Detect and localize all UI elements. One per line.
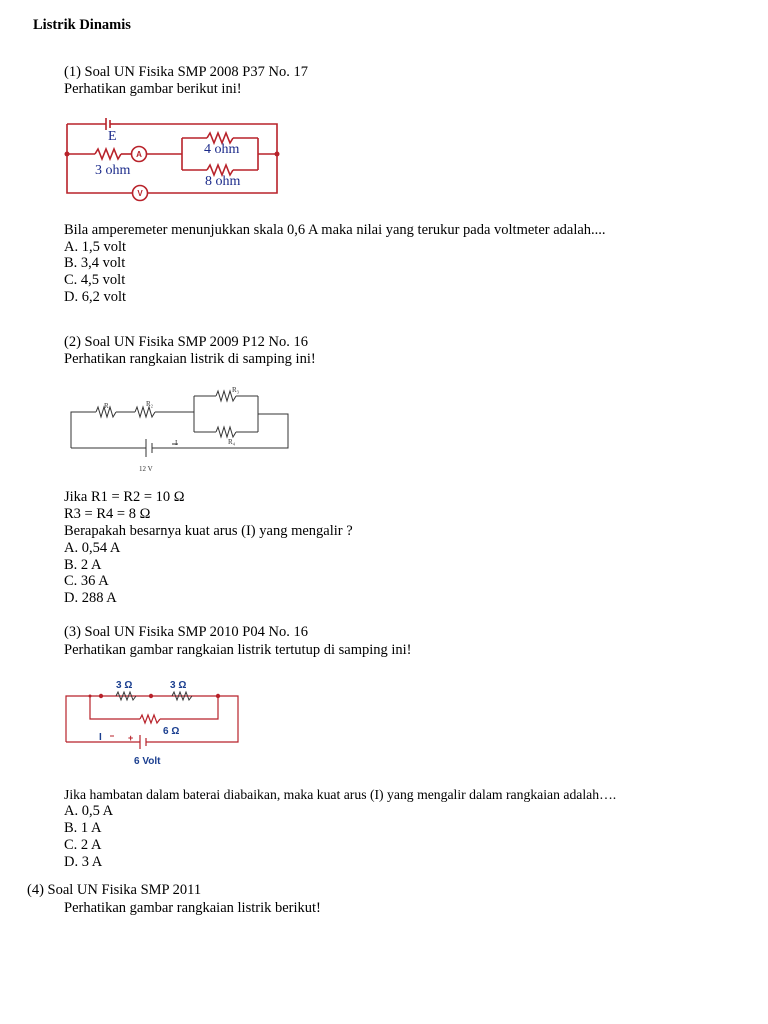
- q1-label-r1: 3 ohm: [95, 163, 131, 178]
- q2-option-b: B. 2 A: [64, 557, 102, 573]
- q1-label-r3: 8 ohm: [205, 174, 241, 189]
- q1-option-b: B. 3,4 volt: [64, 255, 126, 271]
- voltmeter-icon: V: [137, 189, 143, 198]
- q3-label-v: 6 Volt: [134, 756, 161, 767]
- q2-label-i: I: [175, 439, 178, 447]
- q1-option-c: C. 4,5 volt: [64, 272, 126, 288]
- q2-label-r2: R₂: [146, 400, 154, 408]
- q1-question: Bila amperemeter menunjukkan skala 0,6 A maka nilai yang terukur pada voltmeter adalah....: [64, 222, 606, 238]
- q2-instruction: Perhatikan rangkaian listrik di samping ini!: [64, 351, 316, 367]
- battery-plus-icon: +: [128, 733, 134, 743]
- ammeter-icon: A: [136, 150, 142, 159]
- q1-label-r2: 4 ohm: [204, 142, 240, 157]
- document-title: Listrik Dinamis: [33, 17, 131, 33]
- q3-label-i: I: [99, 732, 102, 743]
- q3-option-b: B. 1 A: [64, 820, 102, 836]
- q3-option-a: A. 0,5 A: [64, 803, 114, 819]
- q4-heading: (4) Soal UN Fisika SMP 2011: [27, 882, 202, 898]
- q1-option-a: A. 1,5 volt: [64, 239, 127, 255]
- q2-given-2: R3 = R4 = 8 Ω: [64, 506, 151, 522]
- q2-label-r1: R₁: [104, 402, 112, 410]
- q1-label-e: E: [108, 129, 117, 144]
- q1-option-d: D. 6,2 volt: [64, 289, 127, 305]
- q3-question: Jika hambatan dalam baterai diabaikan, maka kuat arus (I) yang mengalir dalam rangkaian adalah….: [64, 787, 617, 802]
- q2-heading: (2) Soal UN Fisika SMP 2009 P12 No. 16: [64, 334, 308, 350]
- q1-heading: (1) Soal UN Fisika SMP 2008 P37 No. 17: [64, 64, 308, 80]
- q1-instruction: Perhatikan gambar berikut ini!: [64, 81, 242, 97]
- q2-question: Berapakah besarnya kuat arus (I) yang mengalir ?: [64, 523, 353, 539]
- q2-label-v: 12 V: [139, 465, 153, 473]
- q4-instruction: Perhatikan gambar rangkaian listrik berikut!: [64, 900, 321, 916]
- q2-label-r4: R₄: [228, 438, 236, 446]
- q3-label-r3: 6 Ω: [163, 726, 180, 737]
- q2-label-r3: R₃: [232, 386, 240, 394]
- q2-option-a: A. 0,54 A: [64, 540, 121, 556]
- q3-option-d: D. 3 A: [64, 854, 103, 870]
- q3-option-c: C. 2 A: [64, 837, 102, 853]
- q3-instruction: Perhatikan gambar rangkaian listrik tertutup di samping ini!: [64, 642, 412, 658]
- q3-heading: (3) Soal UN Fisika SMP 2010 P04 No. 16: [64, 624, 308, 640]
- q2-option-d: D. 288 A: [64, 590, 117, 606]
- q2-given-1: Jika R1 = R2 = 10 Ω: [64, 489, 185, 505]
- q3-label-r2: 3 Ω: [170, 680, 187, 691]
- q3-label-r1: 3 Ω: [116, 680, 133, 691]
- q2-option-c: C. 36 A: [64, 573, 109, 589]
